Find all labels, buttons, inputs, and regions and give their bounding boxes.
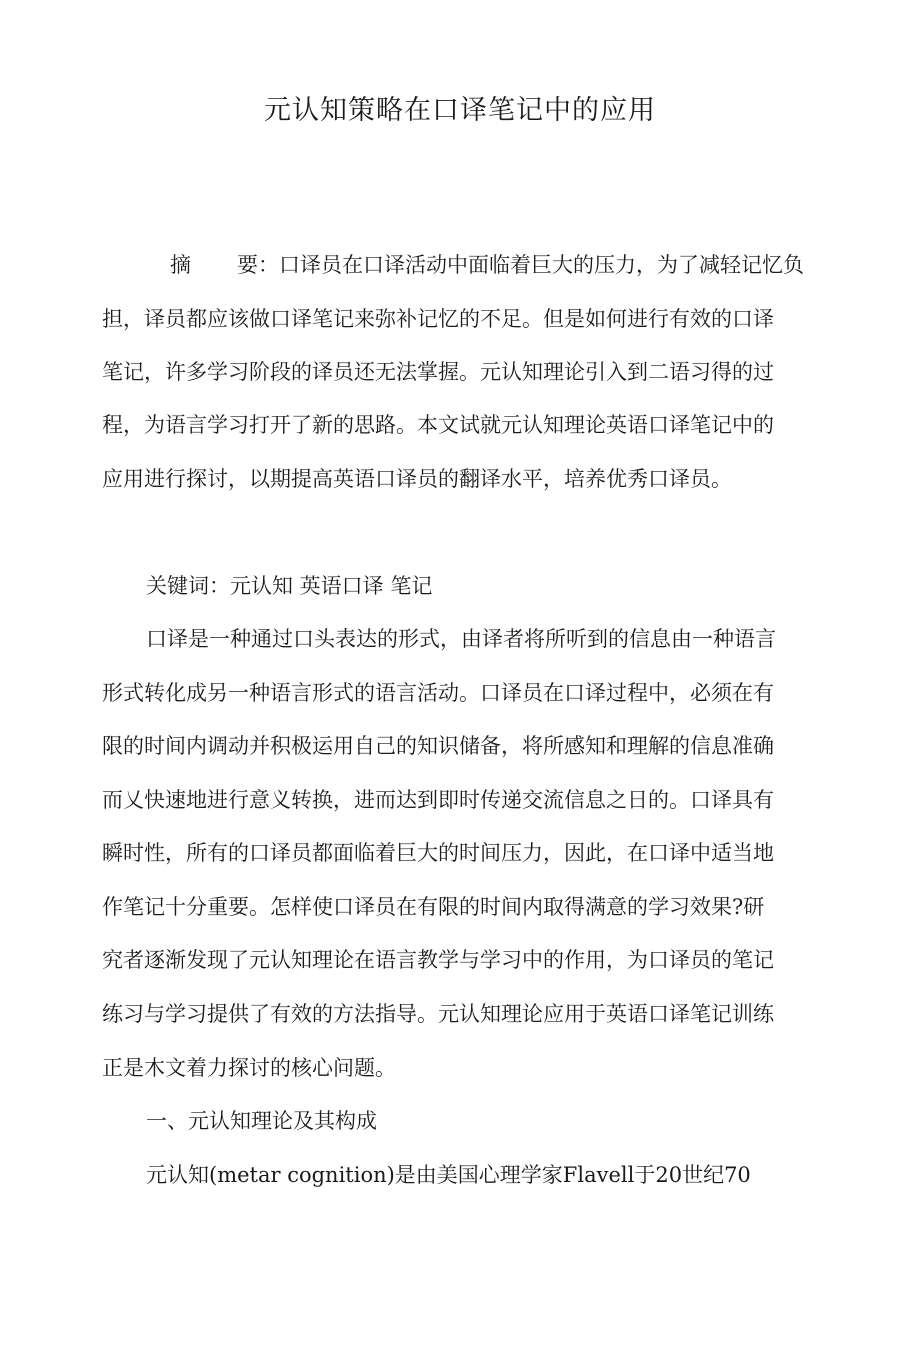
body-line: 形式转化成另一种语言形式的语言活动。口译员在口译过程中，必须在有 xyxy=(102,681,774,705)
body-line: 究者逐渐发现了元认知理论在语言教学与学习中的作用，为口译员的笔记 xyxy=(102,948,774,972)
section-heading: 一、元认知理论及其构成 xyxy=(146,1109,377,1133)
body-line: 练习与学习提供了有效的方法指导。元认知理论应用于英语口译笔记训练 xyxy=(102,1002,774,1026)
abstract-label-second: 要： xyxy=(237,253,279,277)
body-line: 瞬时性，所有的口译员都面临着巨大的时间压力，因此，在口译中适当地 xyxy=(102,841,774,865)
document-title: 元认知策略在口译笔记中的应用 xyxy=(264,95,656,126)
abstract-line: 担，译员都应该做口译笔记来弥补记忆的不足。但是如何进行有效的口译 xyxy=(102,307,774,331)
abstract-line: 笔记，许多学习阶段的译员还无法掌握。元认知理论引入到二语习得的过 xyxy=(102,360,774,384)
abstract-line: 应用进行探讨，以期提高英语口译员的翻译水平，培养优秀口译员。 xyxy=(102,467,732,491)
body-line: 作笔记十分重要。怎样使口译员在有限的时间内取得满意的学习效果?研 xyxy=(102,895,765,919)
keywords: 关键词：元认知 英语口译 笔记 xyxy=(146,574,433,598)
abstract-line: 程，为语言学习打开了新的思路。本文试就元认知理论英语口译笔记中的 xyxy=(102,413,774,437)
body-line: 而乂快速地进行意义转换，进而达到即时传递交流信息之日的。口译具有 xyxy=(102,788,774,812)
body-line-last: 元认知(metar cognition)是由美国心理学家Flavell于20世纪70 xyxy=(146,1163,751,1187)
body-line: 口译是一种通过口头表达的形式，由译者将所听到的信息由一种语言 xyxy=(146,627,776,651)
abstract-label-first: 摘 xyxy=(170,253,191,277)
abstract-first-line xyxy=(170,251,804,279)
body-line: 限的时间内调动并积极运用自己的知识储备，将所感知和理解的信息准确 xyxy=(102,734,774,758)
body-line: 正是木文着力探讨的核心问题。 xyxy=(102,1056,396,1080)
abstract-text: 口译员在口译活动中面临着巨大的压力，为了减轻记忆负 xyxy=(279,253,804,277)
